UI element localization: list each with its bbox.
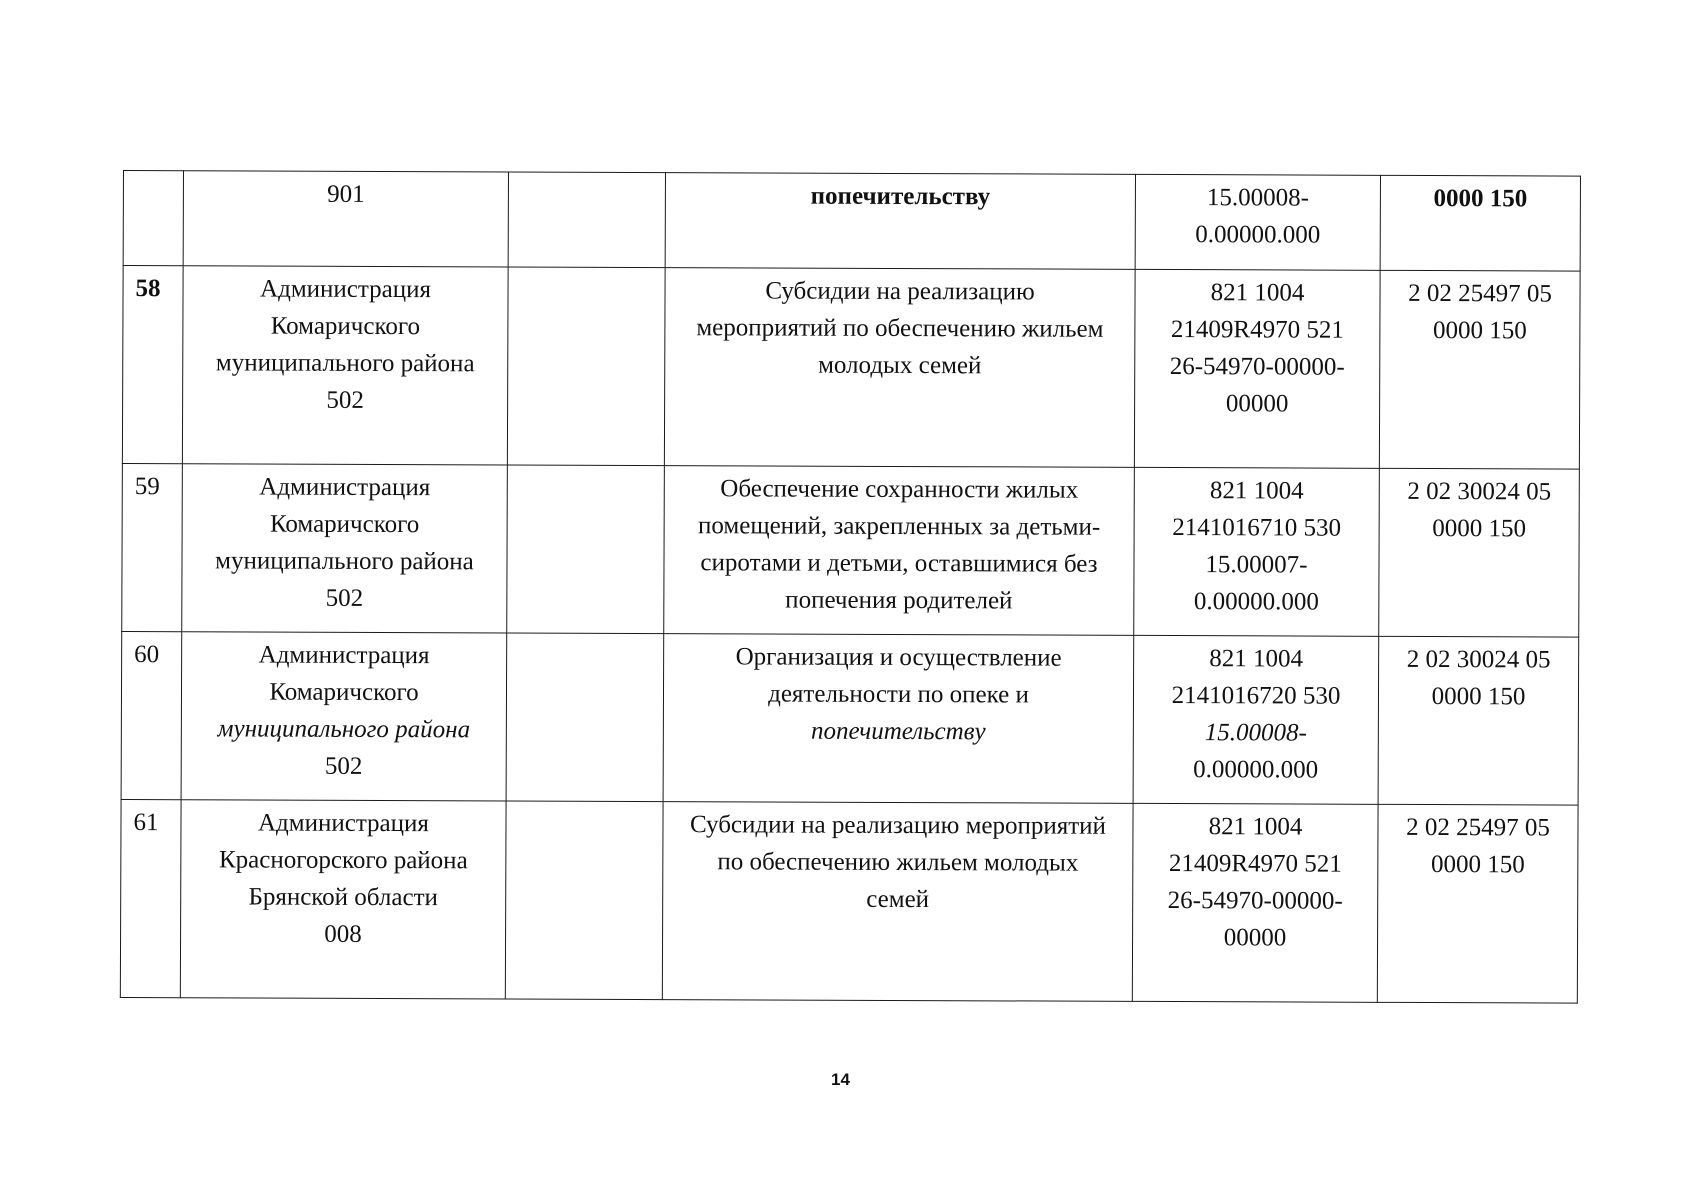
budget-code-cell: 821 1004 21409R4970 521 26-54970-00000- 00000 xyxy=(1132,803,1378,1002)
description-cell: Субсидии на реализацию мероприятий по обеспечению жильем молодых семей xyxy=(662,802,1133,1002)
empty-cell xyxy=(508,172,665,268)
budget-code-cell: 821 1004 2141016720 530 15.00008- 0.00000.000 xyxy=(1133,635,1379,804)
organization-code: 901 xyxy=(327,180,365,208)
revenue-code-cell: 2 02 30024 05 0000 150 xyxy=(1378,636,1579,805)
empty-cell xyxy=(507,465,665,634)
description-cell: попечительству xyxy=(665,173,1135,270)
row-number-cell xyxy=(123,171,183,266)
organization-cell: Администрация Комаричского муниципального района 502 xyxy=(181,632,507,801)
revenue-code-cell: 0000 150 xyxy=(1380,175,1580,271)
description-cell: Обеспечение сохранности жилых помещений, закрепленных за детьми- сиротами и детьми, оставшимися без попечения родителей xyxy=(664,466,1135,636)
table-row xyxy=(120,799,1578,1003)
empty-cell xyxy=(507,267,665,466)
empty-cell xyxy=(505,801,663,1000)
budget-code-cell: 821 1004 2141016710 530 15.00007- 0.00000.000 xyxy=(1134,467,1380,636)
table-row xyxy=(121,631,1579,805)
organization-cell xyxy=(183,171,508,267)
budget-code-cell: 15.00008- 0.00000.000 xyxy=(1135,174,1380,270)
revenue-code-cell: 2 02 25497 05 0000 150 xyxy=(1377,804,1578,1003)
document-table xyxy=(120,170,1581,1004)
row-number-cell: 60 xyxy=(121,631,182,799)
row-number-cell: 61 xyxy=(120,799,181,997)
row-number-cell: 59 xyxy=(122,463,183,631)
organization-cell: Администрация Красногорского района Брянской области 008 xyxy=(180,800,506,999)
revenue-code-cell: 2 02 30024 05 0000 150 xyxy=(1379,468,1580,637)
table-row xyxy=(122,463,1580,637)
organization-cell: Администрация Комаричского муниципального района 502 xyxy=(182,464,508,633)
revenue-code-cell: 2 02 25497 05 0000 150 xyxy=(1379,270,1580,469)
empty-cell xyxy=(506,633,664,802)
table-row xyxy=(122,266,1580,470)
description-cell: Субсидии на реализацию мероприятий по обеспечению жильем молодых семей xyxy=(664,268,1135,468)
page-number: 14 xyxy=(831,1070,850,1089)
table-row xyxy=(123,171,1580,272)
budget-code-cell: 821 1004 21409R4970 521 26-54970-00000- 00000 xyxy=(1134,269,1380,468)
organization-cell: Администрация Комаричского муниципального района 502 xyxy=(182,266,508,465)
description-cell: Организация и осуществление деятельности по опеке и попечительству xyxy=(663,634,1134,804)
row-number-cell: 58 xyxy=(122,266,183,464)
